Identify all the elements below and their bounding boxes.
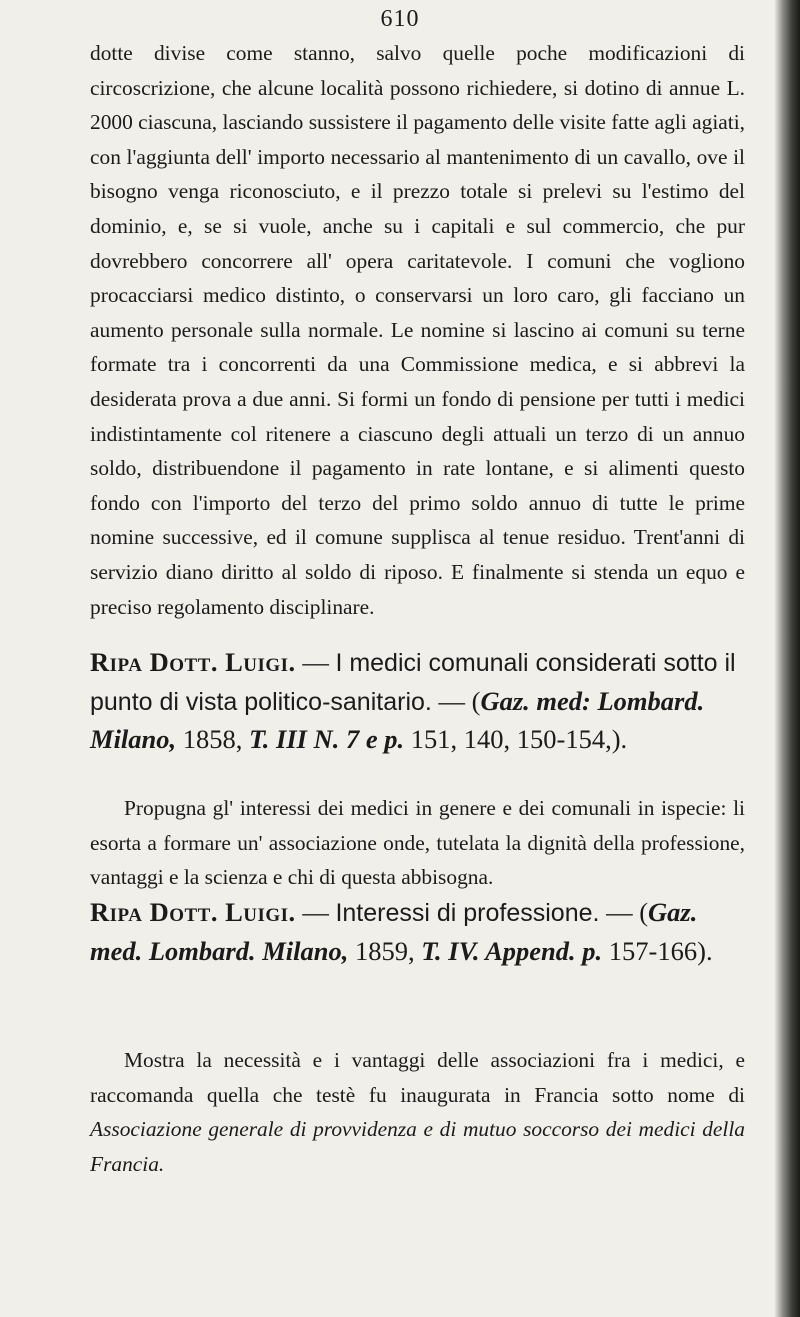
bibliography-entry-2 (90, 894, 750, 970)
entry-source-pages: 151, 140, 150-154,). (410, 724, 628, 754)
entry-source-volume: T. III N. 7 e p. (249, 724, 405, 754)
continuation-paragraph: dotte divise come stanno, salvo quelle poche modificazioni di circoscrizione, che alcune località possono richiedere, si dotino di annue L. 2000 ciascuna, lasciando sussistere il pagamento delle visite fatte agli agiati, con l'aggiunta dell' importo necessario al mantenimento di un cavallo, ove il bisogno venga riconosciuto, e il prezzo totale si prelevi su l'estimo del dominio, e, se si vuole, anche su i capitali e sul commercio, che pur dovrebbero concorrere all' opera caritatevole. I comuni che vogliono procacciarsi medico distinto, o conservarsi un loro caro, gli facciano un aumento personale sulla normale. Le nomine si lascino ai comuni su terne formate tra i concorrenti da una Commissione medica, e si abbrevi la desiderata prova a due anni. Si formi un fondo di pensione per tutti i medici indistintamente col ritenere a ciascuno degli attuali un terzo di un annuo soldo, distribuendone il pagamento in rate lontane, e si alimenti questo fondo con l'importo del terzo del primo soldo annuo di tutte le prime nomine successive, ed il comune supplisca al tenue residuo. Trent'anni di servizio diano diritto al soldo di riposo. E finalmente si stenda un equo e preciso regolamento disciplinare. (90, 41, 745, 619)
entry-dash: — (302, 647, 329, 677)
entry-source-year: 1858, (182, 724, 243, 754)
entry-description-association-name: Associazione generale di provvidenza e di mutuo soccorso dei medici della Francia. (90, 1117, 745, 1176)
entry-source-dash: — (438, 685, 465, 716)
entry-source-journal: Gaz. med. Lombard. Milano, (90, 897, 698, 966)
entry-author: Ripa Dott. Luigi. (90, 647, 296, 677)
entry-source-dash: — (606, 897, 633, 927)
entry-source-year: 1859, (355, 935, 415, 966)
entry-dash: — (302, 897, 329, 927)
entry-description-1: Propugna gl' interessi dei medici in genere e dei comunali in ispecie: li esorta a formare un' associazione onde, tutelata la dignità della professione, vantaggi e la scienza e chi di questa abbisogna. (90, 796, 745, 890)
entry-title: I medici comunali considerati sotto il punto di vista politico-sanitario. (90, 649, 736, 716)
entry-title: Interessi di professione. (335, 899, 600, 927)
bibliography-entry-1 (90, 644, 750, 759)
entry-source-journal: Gaz. med: Lombard. Milano, (90, 685, 705, 754)
entry-author: Ripa Dott. Luigi. (90, 897, 296, 927)
page-number: 610 (380, 6, 420, 32)
entry-source-open: ( (639, 897, 649, 927)
entry-description-text: Mostra la necessità e i vantaggi delle associazioni fra i medici, e raccomanda quella che testè fu inaugurata in Francia sotto nome di (90, 1048, 745, 1107)
entry-description-2 (90, 1043, 745, 1181)
entry-source-open: ( (471, 685, 481, 716)
entry-source-volume: T. IV. Append. p. (421, 935, 603, 966)
entry-source-pages: 157-166). (608, 935, 713, 966)
page-binding-edge (774, 0, 800, 1317)
